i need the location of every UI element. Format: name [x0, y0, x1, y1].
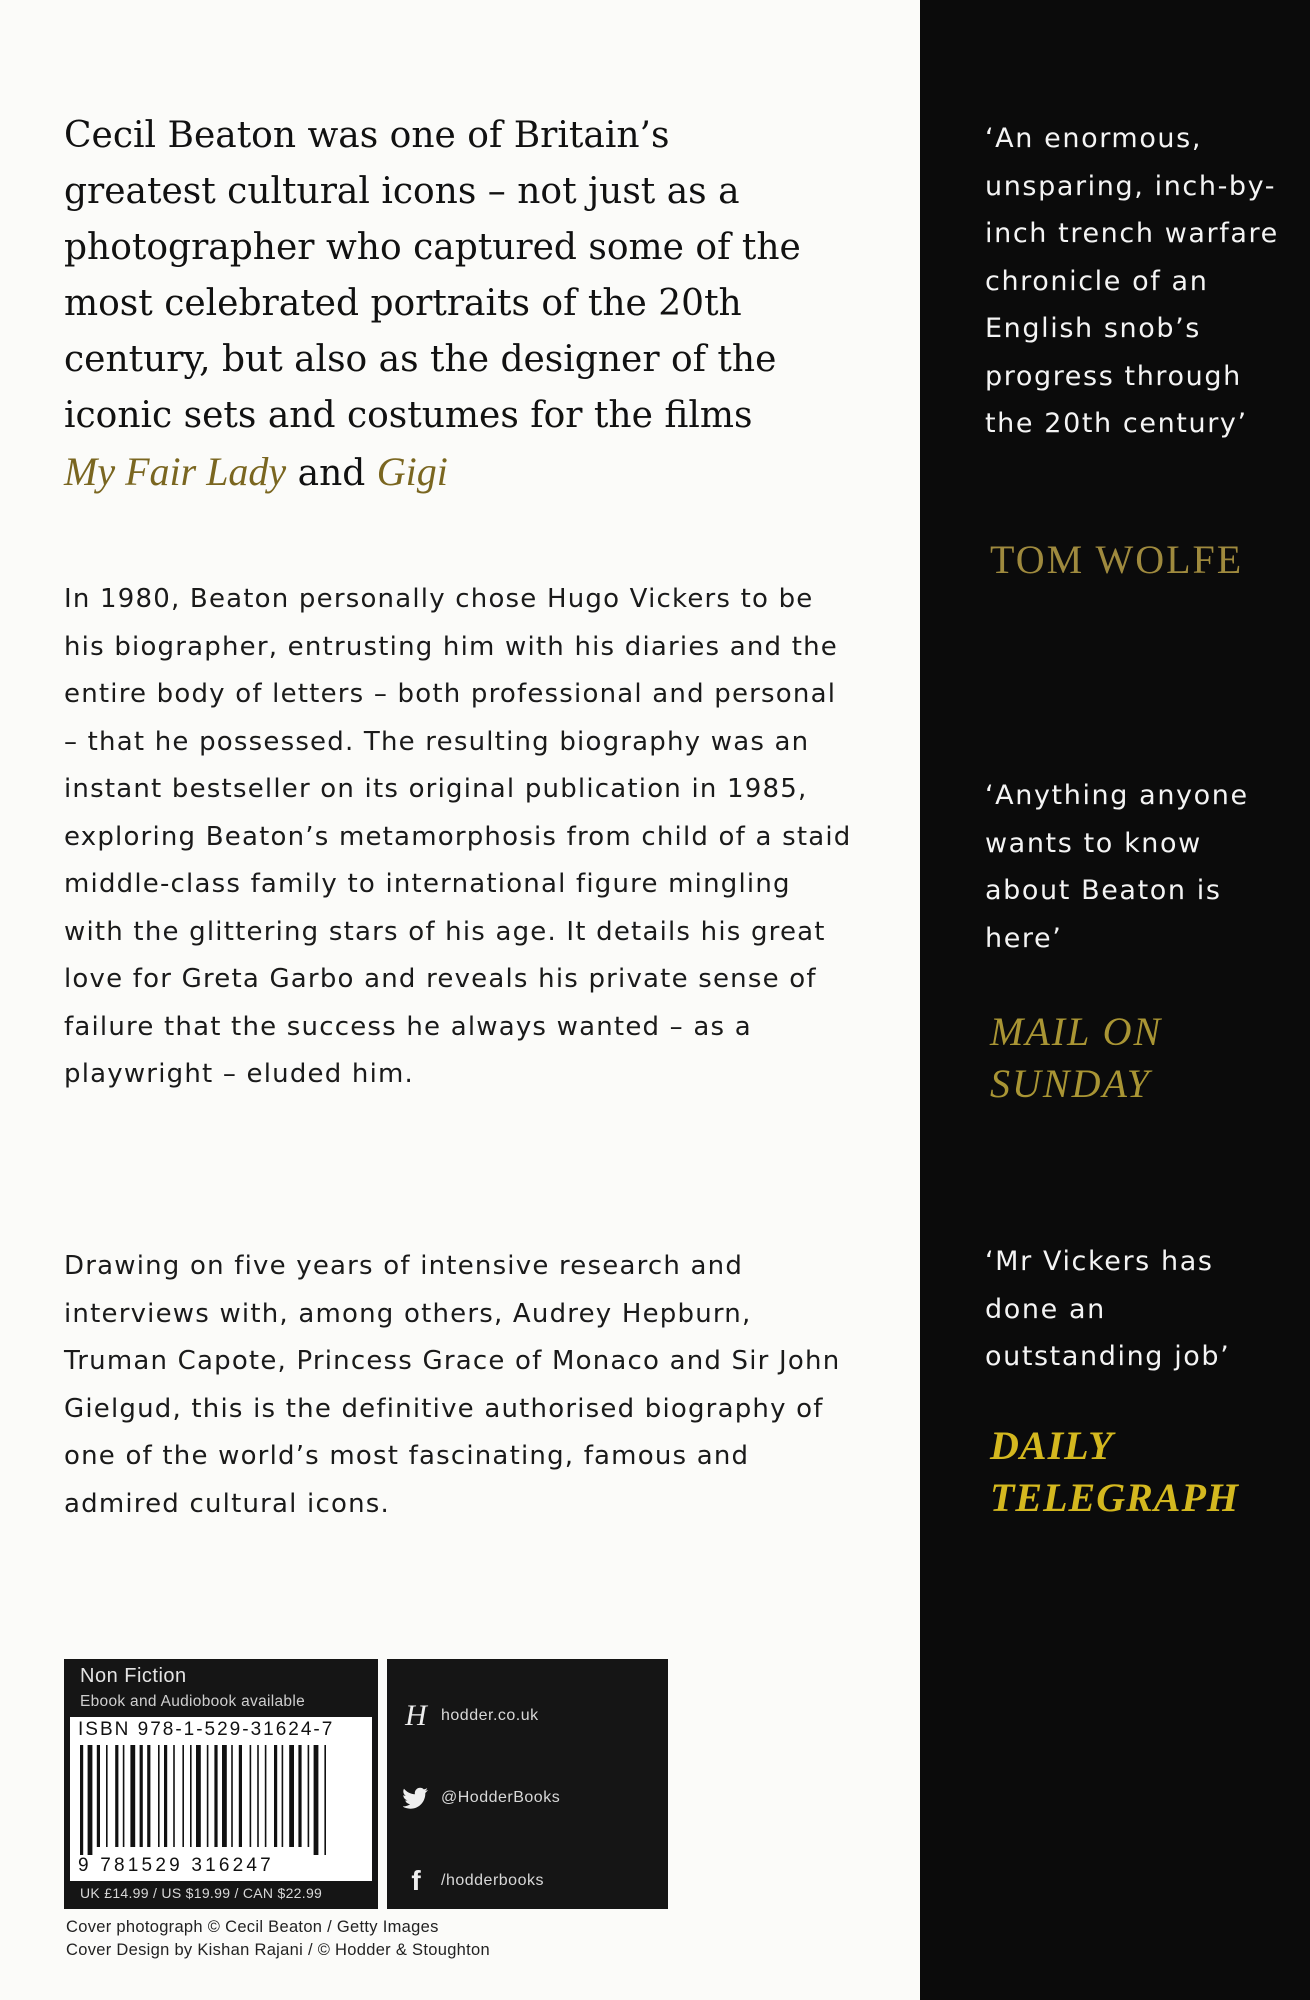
film-title-my-fair-lady: My Fair Lady: [64, 449, 287, 494]
facebook-icon: f: [411, 1865, 421, 1896]
review-quote-3: ‘Mr Vickers has done an outstanding job’: [985, 1246, 1231, 1372]
intro-text: Cecil Beaton was one of Britain’s greatest cultural icons – not just as a photographer who captured some of the most celebrated portraits of the 20th century, but also as the designer of the iconic sets and costumes for the films: [64, 115, 801, 436]
barcode-digits: 9 781529 316247: [78, 1855, 274, 1876]
body-paragraph-1: In 1980, Beaton personally chose Hugo Vickers to be his biographer, entrusting him with his diaries and the entire body of letters – both professional and personal – that he possessed. The resulting biography was an instant bestseller on its original publication in 1985, exploring Beaton’s metamorphosis from child of a staid middle-class family to international figure mingling with the glittering stars of his age. It details his great love for Greta Garbo and reveals his private sense of failure that the success he always wanted – as a playwright – eluded him.: [64, 584, 852, 1089]
review-source-2: MAIL ON SUNDAY: [990, 1009, 1163, 1106]
intro-and: and: [286, 453, 377, 494]
review-quote-2: ‘Anything anyone wants to know about Beaton is here’: [985, 780, 1249, 954]
film-title-gigi: Gigi: [376, 449, 448, 494]
review-quote-1: ‘An enormous, unsparing, inch-by-inch trench warfare chronicle of an English snob’s progress through the 20th century’: [985, 123, 1279, 439]
formats-label: Ebook and Audiobook available: [80, 1693, 306, 1710]
barcode-panel: [64, 1659, 378, 1909]
twitter-row[interactable]: [401, 1783, 560, 1813]
facebook-handle[interactable]: /hodderbooks: [441, 1872, 544, 1889]
facebook-row[interactable]: [401, 1866, 544, 1896]
twitter-bird-icon: [401, 1783, 431, 1813]
barcode-icon: [76, 1745, 366, 1855]
isbn-label: ISBN 978-1-529-31624-7: [78, 1719, 335, 1740]
hodder-logo-icon: H: [405, 1699, 427, 1732]
price-label: UK £14.99 / US $19.99 / CAN $22.99: [80, 1885, 323, 1901]
barcode-area: [70, 1717, 372, 1881]
design-credit: Cover Design by Kishan Rajani / © Hodder & Stoughton: [66, 1941, 490, 1959]
website-row[interactable]: [401, 1701, 539, 1731]
category-label: Non Fiction: [80, 1665, 187, 1687]
photo-credit: Cover photograph © Cecil Beaton / Getty Images: [66, 1918, 439, 1936]
twitter-handle[interactable]: @HodderBooks: [441, 1789, 561, 1806]
publisher-panel: [387, 1659, 668, 1909]
intro-blurb: [64, 108, 804, 502]
review-source-3: DAILY TELEGRAPH: [990, 1423, 1240, 1520]
review-source-1: TOM WOLFE: [990, 537, 1244, 582]
website-link[interactable]: hodder.co.uk: [441, 1707, 539, 1724]
body-paragraph-2: Drawing on five years of intensive research and interviews with, among others, Audrey Hepburn, Truman Capote, Princess Grace of Monaco and Sir John Gielgud, this is the definitive authorised biography of one of the world’s most fascinating, famous and admired cultural icons.: [64, 1251, 841, 1519]
